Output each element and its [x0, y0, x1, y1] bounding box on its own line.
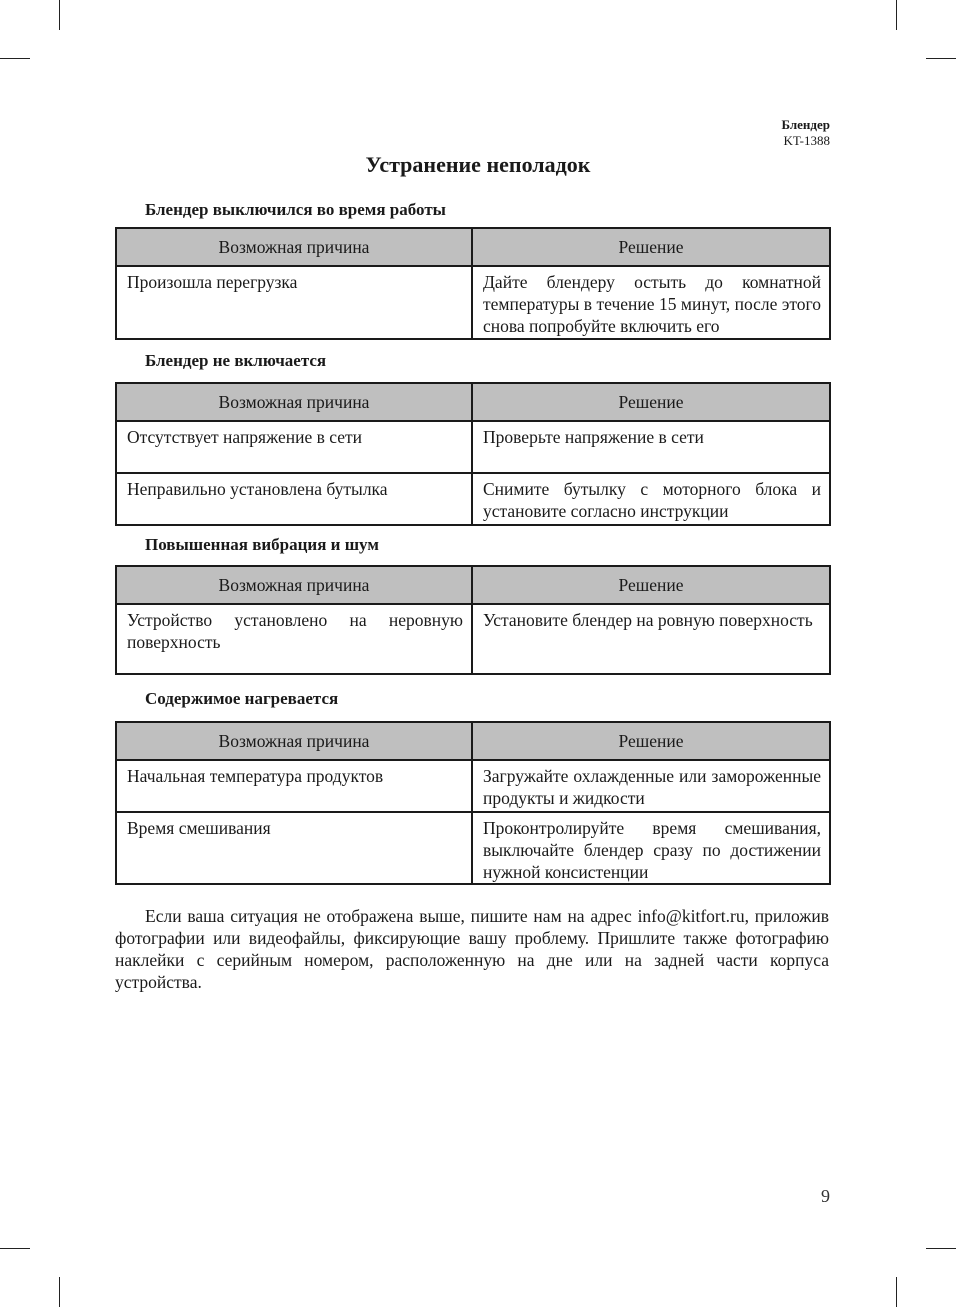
- solution-cell: Проверьте напряжение в сети: [472, 421, 830, 473]
- cause-cell: Время смешивания: [116, 812, 472, 884]
- crop-mark: [59, 1277, 60, 1307]
- model-number: KT-1388: [783, 133, 830, 148]
- table-row: [116, 421, 830, 473]
- troubleshooting-table-shutdown: [115, 227, 831, 340]
- solution-cell: Установите блендер на ровную поверхность: [472, 604, 830, 674]
- section-title-no-power: Блендер не включается: [145, 351, 327, 370]
- running-header: [781, 117, 830, 149]
- column-header-cause: Возможная причина: [116, 383, 472, 421]
- crop-mark: [59, 0, 60, 30]
- crop-mark: [896, 1277, 897, 1307]
- crop-mark: [0, 1248, 30, 1249]
- contact-note: Если ваша ситуация не отображена выше, пишите нам на адрес info@kitfort.ru, приложив фотографии или видеофайлы, фиксирующие вашу проблему. Пришлите также фотографию наклейки с серийным номером, расположенную на дне или на задней части корпуса устройства.: [115, 906, 829, 992]
- solution-cell: Дайте блендеру остыть до комнатной температуры в течение 15 минут, после этого снова попробуйте включить его: [472, 266, 830, 339]
- troubleshooting-table-heating: [115, 721, 831, 885]
- cause-cell: Устройство установлено на неровную поверхность: [116, 604, 472, 674]
- page-number: 9: [821, 1186, 830, 1206]
- section-title-vibration: Повышенная вибрация и шум: [145, 535, 379, 554]
- troubleshooting-table-no-power: [115, 382, 831, 526]
- column-header-solution: Решение: [472, 383, 830, 421]
- column-header-cause: Возможная причина: [116, 228, 472, 266]
- column-header-solution: Решение: [472, 228, 830, 266]
- cause-cell: Произошла перегрузка: [116, 266, 472, 339]
- solution-cell: Проконтролируйте время смешивания, выключайте блендер сразу по достижении нужной консистенции: [472, 812, 830, 884]
- table-row: [116, 812, 830, 884]
- table-row: [116, 266, 830, 339]
- table-row: [116, 604, 830, 674]
- crop-mark: [0, 58, 30, 59]
- table-row: [116, 760, 830, 812]
- troubleshooting-table-vibration: [115, 565, 831, 675]
- section-title-heating: Содержимое нагревается: [145, 689, 339, 708]
- section-title-shutdown: Блендер выключился во время работы: [145, 200, 446, 219]
- cause-cell: Начальная температура продуктов: [116, 760, 472, 812]
- crop-mark: [896, 0, 897, 30]
- table-row: [116, 473, 830, 525]
- column-header-solution: Решение: [472, 566, 830, 604]
- crop-mark: [926, 1248, 956, 1249]
- column-header-solution: Решение: [472, 722, 830, 760]
- product-name: Блендер: [781, 117, 830, 132]
- solution-cell: Загружайте охлажденные или замороженные продукты и жидкости: [472, 760, 830, 812]
- cause-cell: Неправильно установлена бутылка: [116, 473, 472, 525]
- column-header-cause: Возможная причина: [116, 722, 472, 760]
- cause-cell: Отсутствует напряжение в сети: [116, 421, 472, 473]
- crop-mark: [926, 58, 956, 59]
- column-header-cause: Возможная причина: [116, 566, 472, 604]
- page-title: Устранение неполадок: [365, 152, 591, 177]
- solution-cell: Снимите бутылку с моторного блока и установите согласно инструкции: [472, 473, 830, 525]
